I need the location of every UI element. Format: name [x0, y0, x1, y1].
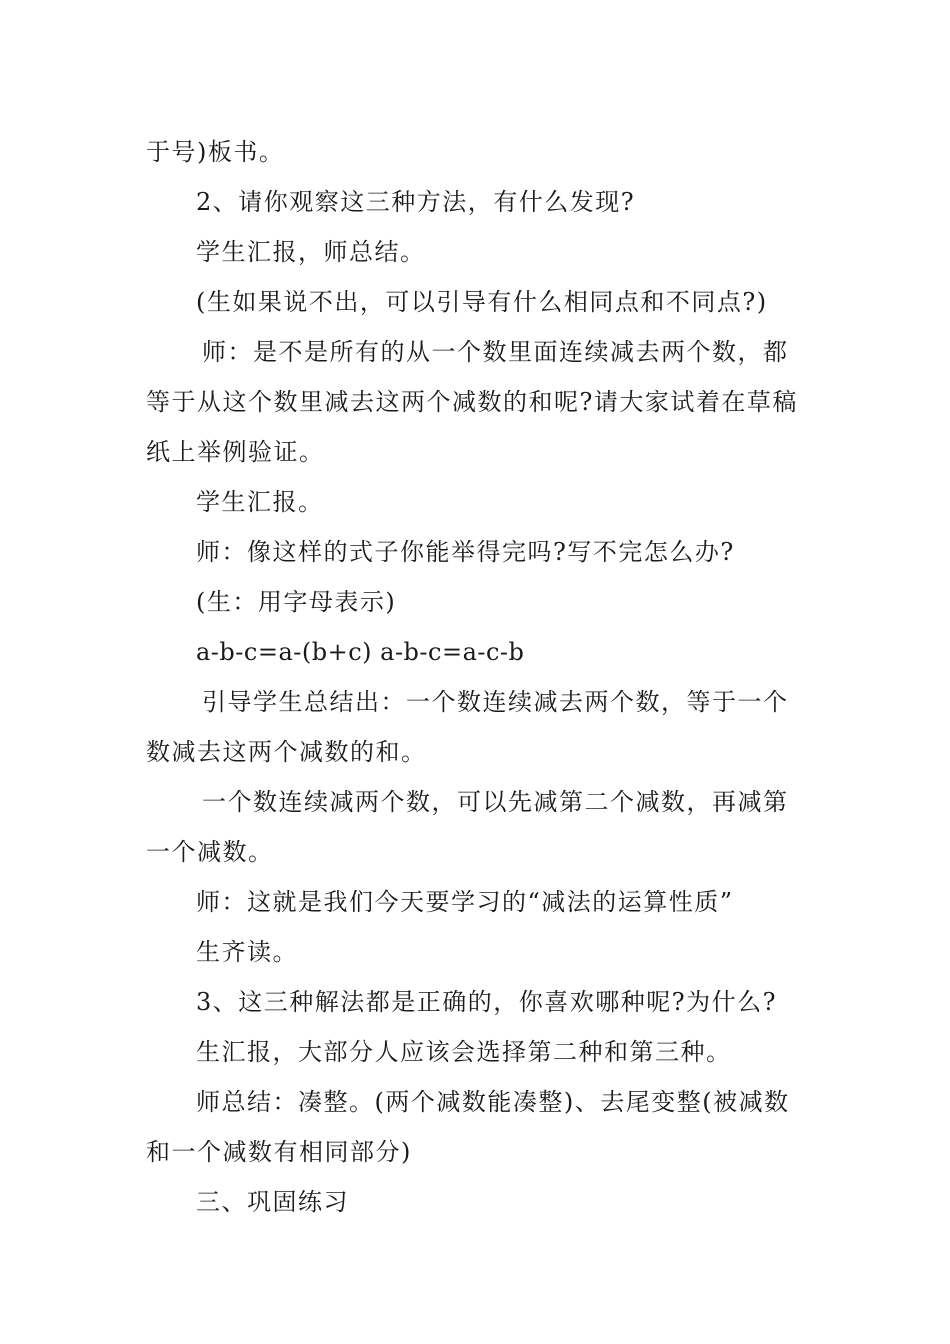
- text-line: 生齐读。: [196, 938, 298, 966]
- text-line: 3、这三种解法都是正确的，你喜欢哪种呢?为什么?: [196, 988, 778, 1016]
- text-line: 师：是不是所有的从一个数里面连续减去两个数，都: [202, 338, 789, 366]
- text-line: 等于从这个数里减去这两个减数的和呢?请大家试着在草稿: [146, 388, 798, 416]
- text-line: (生如果说不出，可以引导有什么相同点和不同点?): [196, 288, 768, 316]
- text-line: 生汇报，大部分人应该会选择第二种和第三种。: [196, 1038, 732, 1066]
- text-line: 师：像这样的式子你能举得完吗?写不完怎么办?: [196, 538, 735, 566]
- text-line: 师总结：凑整。(两个减数能凑整)、去尾变整(被减数: [196, 1088, 790, 1116]
- text-line: 学生汇报。: [196, 488, 324, 516]
- text-line: 学生汇报，师总结。: [196, 238, 426, 266]
- text-line: 于号)板书。: [146, 138, 285, 166]
- text-line: 引导学生总结出：一个数连续减去两个数，等于一个: [202, 688, 789, 716]
- text-line: (生：用字母表示): [196, 588, 397, 616]
- section-heading: 三、巩固练习: [196, 1188, 349, 1216]
- text-line: 纸上举例验证。: [146, 438, 325, 466]
- text-line: 数减去这两个减数的和。: [146, 738, 427, 766]
- text-line: 和一个减数有相同部分): [146, 1138, 412, 1166]
- text-line: 师：这就是我们今天要学习的“减法的运算性质”: [196, 888, 734, 916]
- text-line: 一个减数。: [146, 838, 274, 866]
- formula-line: a-b-c=a-(b+c) a-b-c=a-c-b: [196, 638, 525, 666]
- text-line: 一个数连续减两个数，可以先减第二个减数，再减第: [202, 788, 789, 816]
- text-line: 2、请你观察这三种方法，有什么发现?: [196, 188, 636, 216]
